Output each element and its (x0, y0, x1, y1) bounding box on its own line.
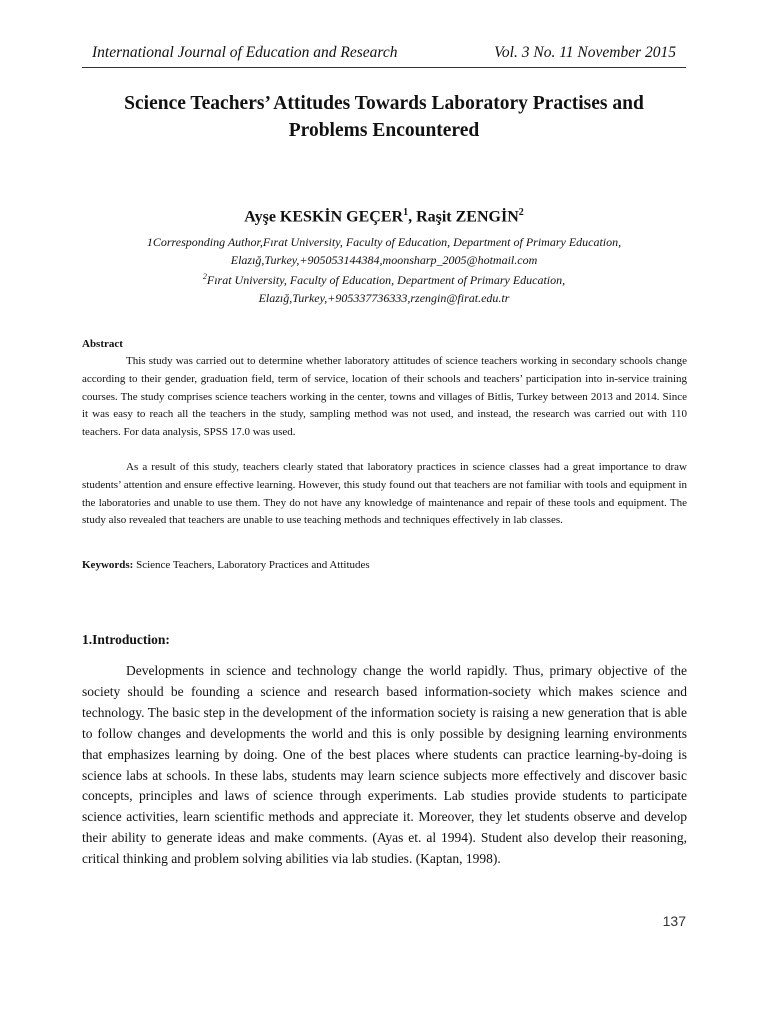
journal-name: International Journal of Education and Research (92, 44, 398, 61)
affiliation-1-line-2: Elazığ,Turkey,+905053144384,moonsharp_2005@hotmail.com (230, 253, 538, 267)
volume-issue: Vol. 3 No. 11 November 2015 (494, 44, 676, 61)
title-line-1: Science Teachers’ Attitudes Towards Laboratory Practises and (124, 93, 644, 114)
author-list (80, 207, 688, 226)
author-2-name: Raşit ZENGİN (416, 208, 519, 226)
author-1-name: Ayşe KESKİN GEÇER (244, 208, 404, 226)
keywords-label: Keywords: (82, 559, 134, 571)
introduction-paragraph: Developments in science and technology change the world rapidly. Thus, primary objective of the society should be founding a science and research based information-society which makes science and technology. The basic step in the development of the information society is raising a new generation that is able to follow changes and developments the world and this is only possible by designing learning environments that emphasizes learning by doing. One of the best places where students can practice learning-by-doing is science labs at schools. In these labs, students may learn science subjects more effectively and discover basic concepts, principles and laws of science through experiments. Lab studies provide students to participate science activities, learn scientific methods and appreciate it. Moreover, they let students observe and develop their ability to generate ideas and make comments. (Ayas et. al 1994). Student also develop their reasoning, critical thinking and problem solving abilities via lab studies. (Kaptan, 1998). (82, 663, 687, 867)
keywords-text: Science Teachers, Laboratory Practices and Attitudes (133, 559, 370, 571)
affiliation-1-line-1: 1Corresponding Author,Fırat University, Faculty of Education, Department of Primary Education, (146, 235, 622, 249)
affiliation-1 (80, 233, 688, 269)
affiliation-2-line-1: $^2$Fırat University, Faculty of Education, Department of Primary Education, (202, 272, 566, 287)
header-divider (82, 67, 686, 68)
affiliation-2-line-2: Elazığ,Turkey,+905337736333,rzengin@firat.edu.tr (258, 291, 510, 305)
abstract-paragraph-1: This study was carried out to determine whether laboratory attitudes of science teachers working in secondary schools change according to their gender, graduation field, term of service, location of their schools and teachers’ participation into in-service training courses. The study comprises science teachers working in the center, towns and villages of Bitlis, Turkey between 2013 and 2014. Since it was easy to reach all the teachers in the study, sampling method was not used, and instead, the research was carried out with 110 teachers. For data analysis, SPSS 17.0 was used. (82, 355, 687, 439)
abstract-heading: Abstract (82, 338, 123, 350)
running-header (82, 42, 686, 66)
paper-title (90, 90, 678, 144)
title-line-2: Problems Encountered (288, 120, 480, 141)
affiliation-2 (80, 268, 688, 307)
affiliation-2-superscript: 2 (202, 272, 207, 281)
section-heading-introduction: 1.Introduction: (82, 632, 170, 647)
abstract-paragraph-2: As a result of this study, teachers clearly stated that laboratory practices in science classes had a great importance to draw students’ attention and ensure effective learning. However, this study found out that teachers are not familiar with tools and equipment in the laboratories and unable to use them. They do not have any knowledge of maintenance and repair of these tools and equipment. The study also revealed that teachers are unable to use teaching methods and techniques effectively in lab classes. (82, 461, 687, 527)
author-2-superscript: 2 (518, 207, 524, 218)
author-1-superscript: 1 (403, 207, 409, 218)
page-number: 137 (662, 913, 686, 929)
keywords (82, 559, 370, 571)
author-separator: , (408, 208, 417, 226)
